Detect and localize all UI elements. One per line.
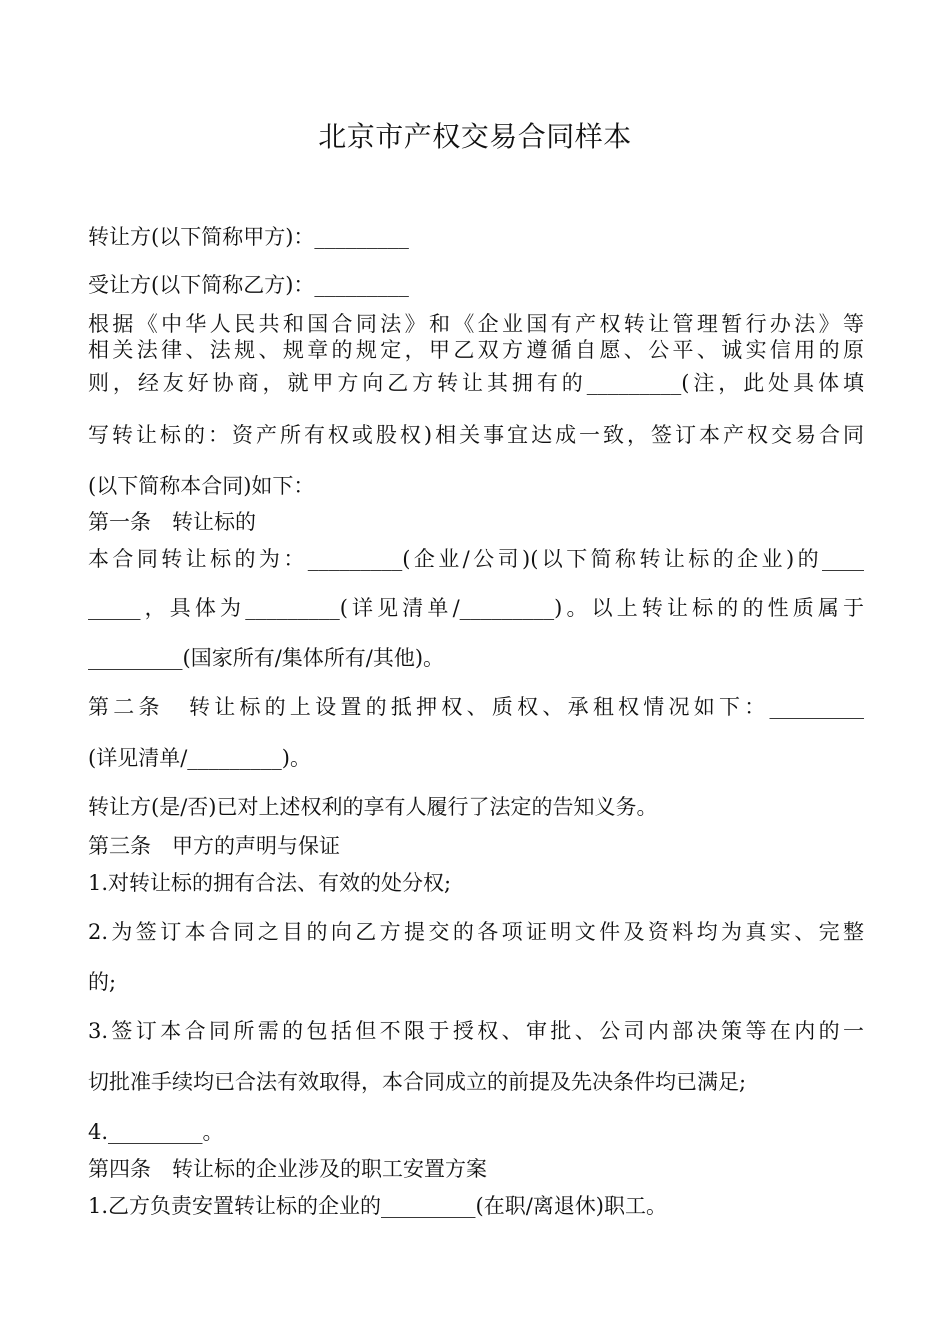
preamble-line-4: 写转让标的：资产所有权或股权)相关事宜达成一致，签订本产权交易合同 [88,423,864,447]
party-b-line: 受让方(以下简称乙方)：_________ [88,273,409,297]
article-3-item-4: 4._________。 [88,1120,224,1144]
party-a-line: 转让方(以下简称甲方)：_________ [88,225,409,249]
article-1-line-2: _____，具体为_________(详见清单/_________)。以上转让标的的性质属于 [88,596,864,620]
article-3-item-1: 1.对转让标的拥有合法、有效的处分权; [88,871,452,895]
preamble-line-2: 相关法律、法规、规章的规定，甲乙双方遵循自愿、公平、诚实信用的原 [88,338,864,362]
preamble-line-5: (以下简称本合同)如下： [88,474,315,498]
article-2-line-1: (详见清单/_________)。 [88,746,311,770]
article-4-heading: 第四条 转让标的企业涉及的职工安置方案 [88,1157,487,1181]
article-3-item-2-line-2: 的; [88,970,117,994]
document-title: 北京市产权交易合同样本 [318,120,632,153]
preamble-line-3: 则，经友好协商，就甲方向乙方转让其拥有的_________(注，此处具体填 [88,371,864,395]
article-3-item-3-line-1: 3.签订本合同所需的包括但不限于授权、审批、公司内部决策等在内的一 [88,1019,864,1043]
article-2-heading: 第二条 转让标的上设置的抵押权、质权、承租权情况如下：_________ [88,695,864,719]
article-1-heading: 第一条 转让标的 [88,510,256,534]
article-3-item-3-line-2: 切批准手续均已合法有效取得，本合同成立的前提及先决条件均已满足; [88,1070,747,1094]
article-2-line-2: 转让方(是/否)已对上述权利的享有人履行了法定的告知义务。 [88,795,658,819]
article-1-line-3: _________(国家所有/集体所有/其他)。 [88,646,445,670]
article-4-item-1: 1.乙方负责安置转让标的企业的_________(在职/离退休)职工。 [88,1194,667,1218]
article-3-heading: 第三条 甲方的声明与保证 [88,834,340,858]
preamble-line-1: 根据《中华人民共和国合同法》和《企业国有产权转让管理暂行办法》等 [88,312,864,336]
article-3-item-2-line-1: 2.为签订本合同之目的向乙方提交的各项证明文件及资料均为真实、完整 [88,920,864,944]
article-1-line-1: 本合同转让标的为：_________(企业/公司)(以下简称转让标的企业)的____ [88,547,864,571]
